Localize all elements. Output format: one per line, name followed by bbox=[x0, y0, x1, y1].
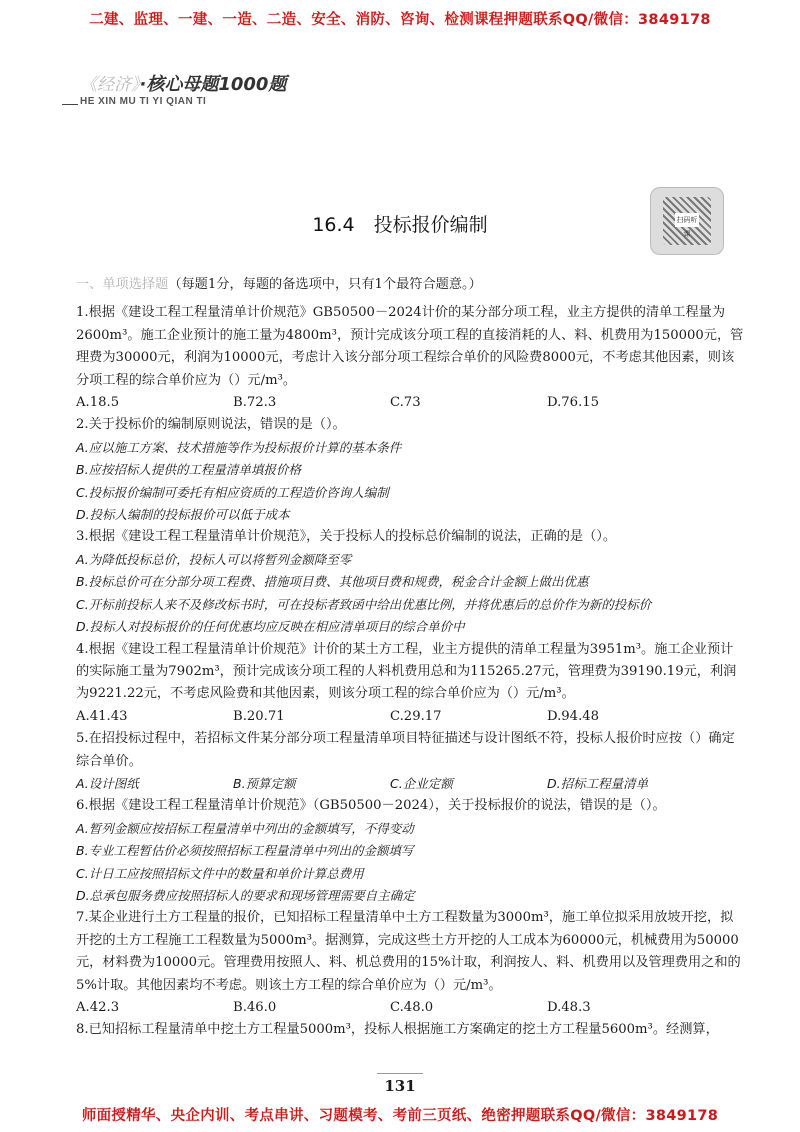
qr-label: 扫码听课 bbox=[675, 213, 699, 227]
option-row bbox=[76, 392, 744, 414]
book-pinyin: HE XIN MU TI YI QIAN TI bbox=[80, 96, 207, 107]
qr-code-icon[interactable] bbox=[650, 187, 724, 255]
header-rule bbox=[62, 104, 78, 105]
question-list bbox=[76, 274, 744, 1042]
question-stem: 4.根据《建设工程工程量清单计价规范》计价的某土方工程，业主方提供的清单工程量为3951m³。施工企业预计的实际施工量为7902m³，预计完成该分项工程的人料机费用总和为115265.27元，管理费为39190.19元，利润为9221.22元，不考虑风险费和其他因素，则该分项工程的综合单价应为（）元/m³。 bbox=[76, 641, 737, 702]
option-row bbox=[76, 773, 744, 795]
option-row bbox=[76, 997, 744, 1019]
option: D.总承包服务费应按照招标人的要求和现场管理需要自主确定 bbox=[76, 887, 415, 903]
question-stem: 2.关于投标价的编制原则说法，错误的是（）。 bbox=[76, 417, 346, 433]
option: C.48.0 bbox=[390, 1000, 434, 1015]
option: B.46.0 bbox=[233, 1000, 277, 1015]
page-number: 131 bbox=[384, 1077, 416, 1095]
option: C.29.17 bbox=[390, 708, 442, 724]
instructions bbox=[76, 274, 744, 296]
option: B.72.3 bbox=[233, 395, 277, 411]
option: C.计日工应按照招标文件中的数量和单价计算总费用 bbox=[76, 865, 364, 881]
book-brand: 《经济》 bbox=[80, 75, 140, 95]
option: A.暂列金额应按招标工程量清单中列出的金额填写，不得变动 bbox=[76, 820, 414, 836]
question-stem: 6.根据《建设工程工程量清单计价规范》（GB50500－2024），关于投标报价的说法，错误的是（）。 bbox=[76, 798, 666, 814]
option: C.企业定额 bbox=[390, 775, 453, 791]
instructions-text: （每题1分，每题的备选项中，只有1个最符合题意。） bbox=[168, 277, 482, 292]
option: B.20.71 bbox=[233, 708, 285, 724]
question-stem: 7.某企业进行土方工程量的报价，已知招标工程量清单中土方工程数量为3000m³，施工单位拟采用放坡开挖，拟开挖的土方工程施工工程数量为5000m³。据测算，完成这些土方开挖的人工成本为60000元，机械费用为50000元，材料费为10000元。管理费用按照人、料、机总费用的15%计取，利润按人、料、机费用以及管理费用之和的5%计取。其他因素均不考虑。则该土方工程的综合单价应为（）元/m³。 bbox=[76, 910, 741, 993]
option: D.投标人对投标报价的任何优惠均应反映在相应清单项目的综合单价中 bbox=[76, 619, 465, 635]
option: B.专业工程暂估价必须按照招标工程量清单中列出的金额填写 bbox=[76, 843, 414, 859]
top-banner-ad: 二建、监理、一建、一造、二造、安全、消防、咨询、检测课程押题联系QQ/微信：3849178 bbox=[89, 12, 711, 28]
option: C.73 bbox=[390, 395, 421, 411]
option: A.应以施工方案、技术措施等作为投标报价计算的基本条件 bbox=[76, 439, 402, 455]
book-header bbox=[80, 70, 286, 96]
option: C.投标报价编制可委托有相应资质的工程造价咨询人编制 bbox=[76, 484, 389, 500]
option-row bbox=[76, 706, 744, 728]
option: C.开标前投标人来不及修改标书时，可在投标者致函中给出优惠比例，并将优惠后的总价作为新的投标价 bbox=[76, 596, 652, 612]
option: D.76.15 bbox=[547, 395, 600, 411]
bottom-banner-ad: 师面授精华、央企内训、考点串讲、习题模考、考前三页纸、绝密押题联系QQ/微信：3849178 bbox=[81, 1108, 719, 1124]
option: A.42.3 bbox=[76, 1000, 120, 1015]
option: A.设计图纸 bbox=[76, 775, 139, 791]
option: D.94.48 bbox=[547, 708, 600, 724]
option: B.预算定额 bbox=[233, 775, 296, 791]
question-stem: 8.已知招标工程量清单中挖土方工程量5000m³，投标人根据施工方案确定的挖土方工程量5600m³。经测算， bbox=[76, 1022, 719, 1038]
book-title: ·核心母题1000题 bbox=[139, 74, 287, 95]
instructions-label: 一、单项选择题 bbox=[76, 277, 169, 292]
section-title: 16.4 投标报价编制 bbox=[312, 214, 488, 236]
option: A.41.43 bbox=[76, 708, 128, 724]
page-number-rule bbox=[377, 1073, 423, 1074]
option: D.投标人编制的投标报价可以低于成本 bbox=[76, 507, 290, 523]
option: A.为降低投标总价，投标人可以将暂列金额降至零 bbox=[76, 551, 352, 567]
question-stem: 3.根据《建设工程工程量清单计价规范》，关于投标人的投标总价编制的说法，正确的是（）。 bbox=[76, 529, 617, 545]
option: B.投标总价可在分部分项工程费、措施项目费、其他项目费和规费，税金合计金额上做出优惠 bbox=[76, 574, 589, 590]
option: D.招标工程量清单 bbox=[547, 775, 649, 791]
question-stem: 1.根据《建设工程工程量清单计价规范》GB50500－2024计价的某分部分项工程，业主方提供的清单工程量为2600m³。施工企业预计的施工量为4800m³，预计完成该分项工程的直接消耗的人、料、机费用为150000元，管理费为30000元，利润为10000元，考虑计入该分部分项工程综合单价的风险费8000元，不考虑其他因素，则该分项工程的综合单价应为（）元/m³。 bbox=[76, 305, 744, 388]
option: D.48.3 bbox=[547, 1000, 591, 1015]
question-stem: 5.在招投标过程中，若招标文件某分部分项工程量清单项目特征描述与设计图纸不符，投标人报价时应按（）确定综合单价。 bbox=[76, 731, 735, 769]
option: A.18.5 bbox=[76, 395, 120, 411]
option: B.应按招标人提供的工程量清单填报价格 bbox=[76, 462, 302, 478]
